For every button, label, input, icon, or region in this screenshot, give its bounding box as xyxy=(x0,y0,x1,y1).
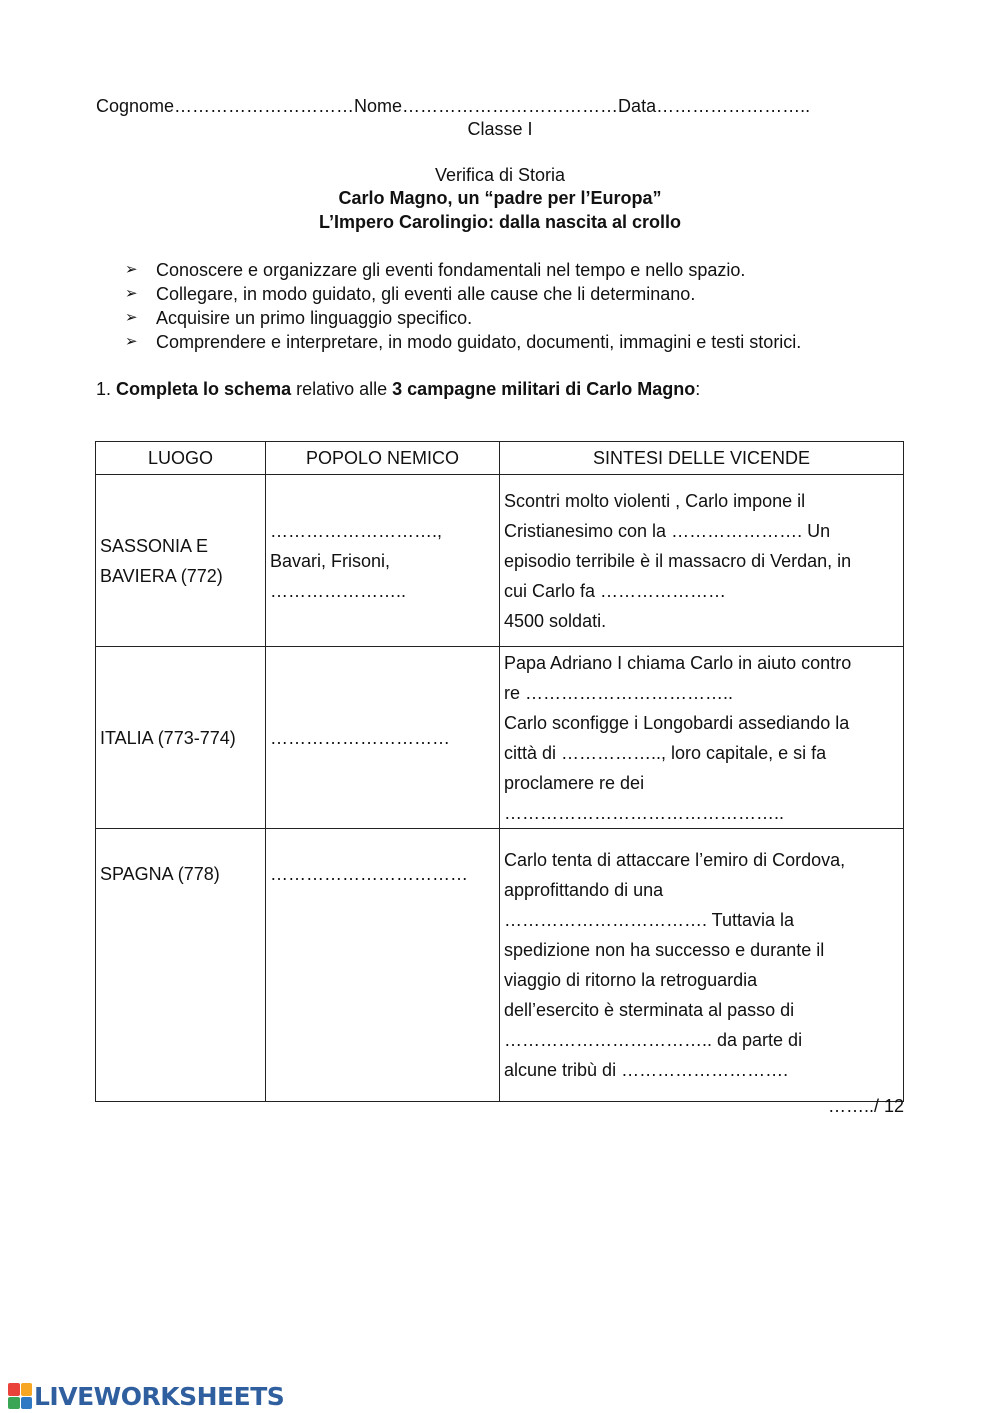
question-1: 1. Completa lo schema relativo alle 3 campagne militari di Carlo Magno: xyxy=(96,379,701,399)
table-row xyxy=(96,829,904,1102)
logo-square-icon xyxy=(8,1383,20,1396)
table-header-row xyxy=(96,442,904,475)
logo-square-icon xyxy=(21,1383,33,1396)
main-title: Carlo Magno, un “padre per l’Europa” xyxy=(338,188,662,208)
cell-popolo: ………………………., Bavari, Frisoni, ………………….. xyxy=(266,475,500,647)
objectives-list xyxy=(125,258,915,354)
objective-item: ➢ Collegare, in modo guidato, gli eventi alle cause che li determinano. xyxy=(125,284,696,304)
cell-sintesi: Scontri molto violenti , Carlo impone il Cristianesimo con la …………………. Un episodio terribile è il massacro di Verdan, in cui Carlo fa ………………… 4500 soldati. xyxy=(500,475,904,647)
table-row xyxy=(96,475,904,647)
objective-item: ➢ Acquisire un primo linguaggio specifico. xyxy=(125,308,473,328)
cell-sintesi: Papa Adriano I chiama Carlo in aiuto contro re …………………………….. Carlo sconfigge i Longobardi assediando la città di …………….., loro capitale, e si fa proclamere re dei ……………………………………….. xyxy=(500,647,904,829)
cell-sintesi: Carlo tenta di attaccare l’emiro di Cordova, approfittando di una ……………………………. Tuttavia la spedizione non ha successo e durante il viaggio di ritorno la retroguardia dell’esercito è sterminata al passo di …………………………….. da parte di alcune tribù di ………………………. xyxy=(500,829,904,1102)
arrow-bullet-icon: ➢ xyxy=(125,309,138,326)
logo-square-icon xyxy=(21,1397,33,1410)
cell-luogo: SPAGNA (778) xyxy=(96,829,266,1102)
score-field: ……../ 12 xyxy=(827,1096,904,1116)
header-sintesi: SINTESI DELLE VICENDE xyxy=(500,442,904,475)
logo-squares-icon xyxy=(8,1383,32,1409)
cell-popolo: ………………………… xyxy=(266,647,500,829)
subject-label: Verifica di Storia xyxy=(434,165,566,185)
student-info-line: Cognome…………………………Nome………………………………Data…………………….. xyxy=(96,96,811,116)
campaigns-table xyxy=(95,441,904,1102)
header-luogo: LUOGO xyxy=(96,442,266,475)
arrow-bullet-icon: ➢ xyxy=(125,333,138,350)
logo-square-icon xyxy=(8,1397,20,1410)
cell-luogo: ITALIA (773-774) xyxy=(96,647,266,829)
class-label: Classe I xyxy=(467,119,533,139)
header-popolo-nemico: POPOLO NEMICO xyxy=(266,442,500,475)
objective-item: ➢ Comprendere e interpretare, in modo guidato, documenti, immagini e testi storici. xyxy=(125,332,802,352)
logo-text: LIVEWORKSHEETS xyxy=(34,1381,285,1411)
sub-title: L’Impero Carolingio: dalla nascita al crollo xyxy=(318,212,682,232)
table-row xyxy=(96,647,904,829)
objective-item: ➢ Conoscere e organizzare gli eventi fondamentali nel tempo e nello spazio. xyxy=(125,260,746,280)
liveworksheets-logo xyxy=(8,1381,284,1411)
arrow-bullet-icon: ➢ xyxy=(125,285,138,302)
cell-luogo: SASSONIA E BAVIERA (772) xyxy=(96,475,266,647)
cell-popolo: …………………………… xyxy=(266,829,500,1102)
arrow-bullet-icon: ➢ xyxy=(125,261,138,278)
